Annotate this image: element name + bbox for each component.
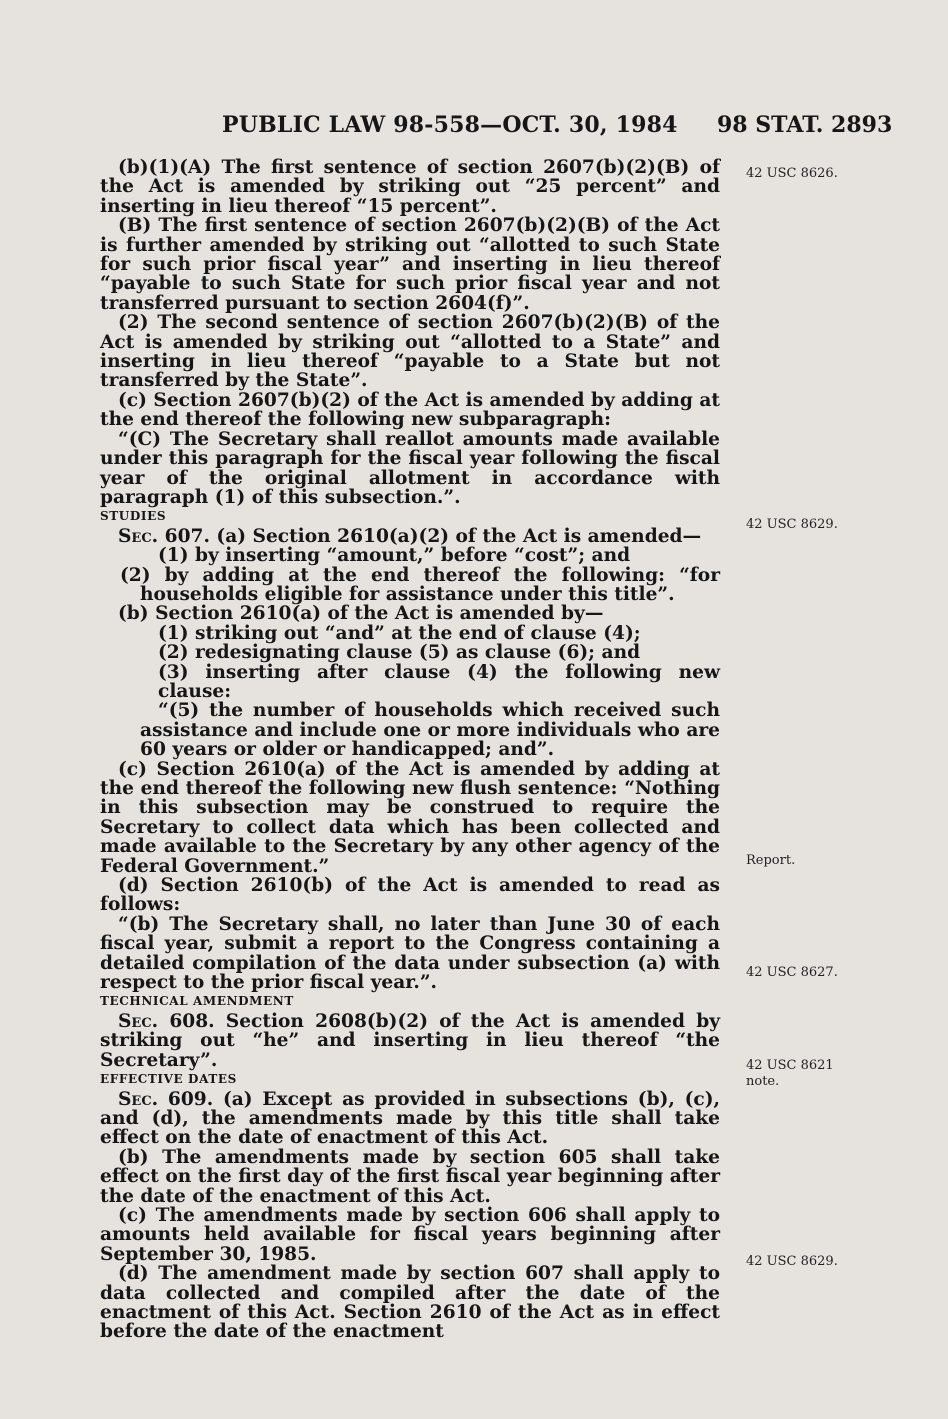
section-607-a-1: (1) by inserting “amount,” before “cost”; and [158,545,631,567]
paragraph-b2: (2) The second sentence of section 2607(b)(2)(B) of the Act is amended by striking out “allotted to a State” and inserting in lieu thereof “payable to a State but not transferred by the State”. [100,312,720,392]
margin-note-42-usc-8626: 42 USC 8626. [746,166,838,181]
section-607-b-3: (3) inserting after clause (4) the following new clause: [158,661,720,702]
margin-note-42-usc-8621 [746,1058,834,1090]
section-609-a-text: (a) Except as provided in subsections (b), (c), and (d), the amendments made by this title shall take effect on the date of enactment of this Act. [100,1088,720,1149]
section-609-b: (b) The amendments made by section 605 shall take effect on the first day of the first fiscal year beginning after the date of the enactment of this Act. [100,1146,720,1207]
section-607-b-3-quote: “(5) the number of households which received such assistance and include one or more individuals who are 60 years or older or handicapped; and”. [140,700,720,761]
section-609-label: Sec. 609. [118,1088,214,1110]
section-609-d: (d) The amendment made by section 607 shall apply to data collected and compiled after the date of the enactment of this Act. Section 2610 of the Act as in effect before the date of the enactment [100,1263,720,1343]
section-607-d-quote: “(b) The Secretary shall, no later than June 30 of each fiscal year, submit a report to the Congress containing a detailed compilation of the data under subsection (a) with respect to the prior fiscal year.”. [100,913,720,994]
section-heading-technical-amendment: TECHNICAL AMENDMENT [100,994,294,1009]
paragraph-b1a: (b)(1)(A) The first sentence of section 2607(b)(2)(B) of the Act is amended by striking out “25 percent” and inserting in lieu thereof “15 percent”. [100,157,720,217]
section-607-b-2: (2) redesignating clause (5) as clause (6); and [158,642,641,664]
paragraph-c: (c) Section 2607(b)(2) of the Act is amended by adding at the end thereof the following new subparagraph: [100,389,720,431]
margin-note-42-usc-8629: 42 USC 8629. [746,517,838,532]
section-608 [100,1012,720,1070]
section-607-b: (b) Section 2610(a) of the Act is amended by— [118,603,604,625]
section-607-d: (d) Section 2610(b) of the Act is amended to read as follows: [100,875,720,916]
section-607-b-1: (1) striking out “and” at the end of clause (4); [158,622,641,644]
margin-note-42-usc-8621-line1: 42 USC 8621 [746,1058,834,1073]
section-609-c: (c) The amendments made by section 606 shall apply to amounts held available for fiscal years beginning after September 30, 1985. [100,1204,720,1265]
section-heading-effective-dates: EFFECTIVE DATES [100,1072,237,1087]
section-607-c: (c) Section 2610(a) of the Act is amended by adding at the end thereof the following new flush sentence: “Nothing in this subsection may be construed to require the Secretary to collect data which has been collected and made available to the Secretary by any other agency of the Federal Government.” [100,758,720,877]
section-607-a-text: (a) Section 2610(a)(2) of the Act is amended— [209,525,702,547]
page-header-stat: 98 STAT. 2893 [717,112,893,138]
page-header-title: PUBLIC LAW 98-558—OCT. 30, 1984 [222,112,678,138]
section-607-a [100,527,720,546]
paragraph-b1b: (B) The first sentence of section 2607(b)(2)(B) of the Act is further amended by striking out “allotted to such State for such prior fiscal year” and inserting in lieu thereof “payable to such State for such prior fiscal year and not transferred pursuant to section 2604(f)”. [100,215,720,314]
document-body [100,158,720,1342]
margin-note-42-usc-8621-line2: note. [746,1074,780,1089]
quoted-subparagraph-c: “(C) The Secretary shall reallot amounts made available under this paragraph for the fiscal year following the fiscal year of the original allotment in accordance with paragraph (1) of this subsection.”. [100,428,720,508]
section-608-label: Sec. 608. [118,1010,215,1032]
section-609-a [100,1090,720,1148]
section-607-a-2: (2) by adding at the end thereof the following: “for households eligible for assistance under this title”. [120,564,720,605]
section-607-label: Sec. 607. [118,525,210,547]
margin-note-42-usc-8627: 42 USC 8627. [746,965,838,980]
section-heading-studies: STUDIES [100,509,167,524]
margin-note-report: Report. [746,853,796,868]
section-608-text: Section 2608(b)(2) of the Act is amended by striking out “he” and inserting in lieu thereof “the Secretary”. [100,1010,720,1071]
margin-note-42-usc-8629-bottom: 42 USC 8629. [746,1254,838,1269]
